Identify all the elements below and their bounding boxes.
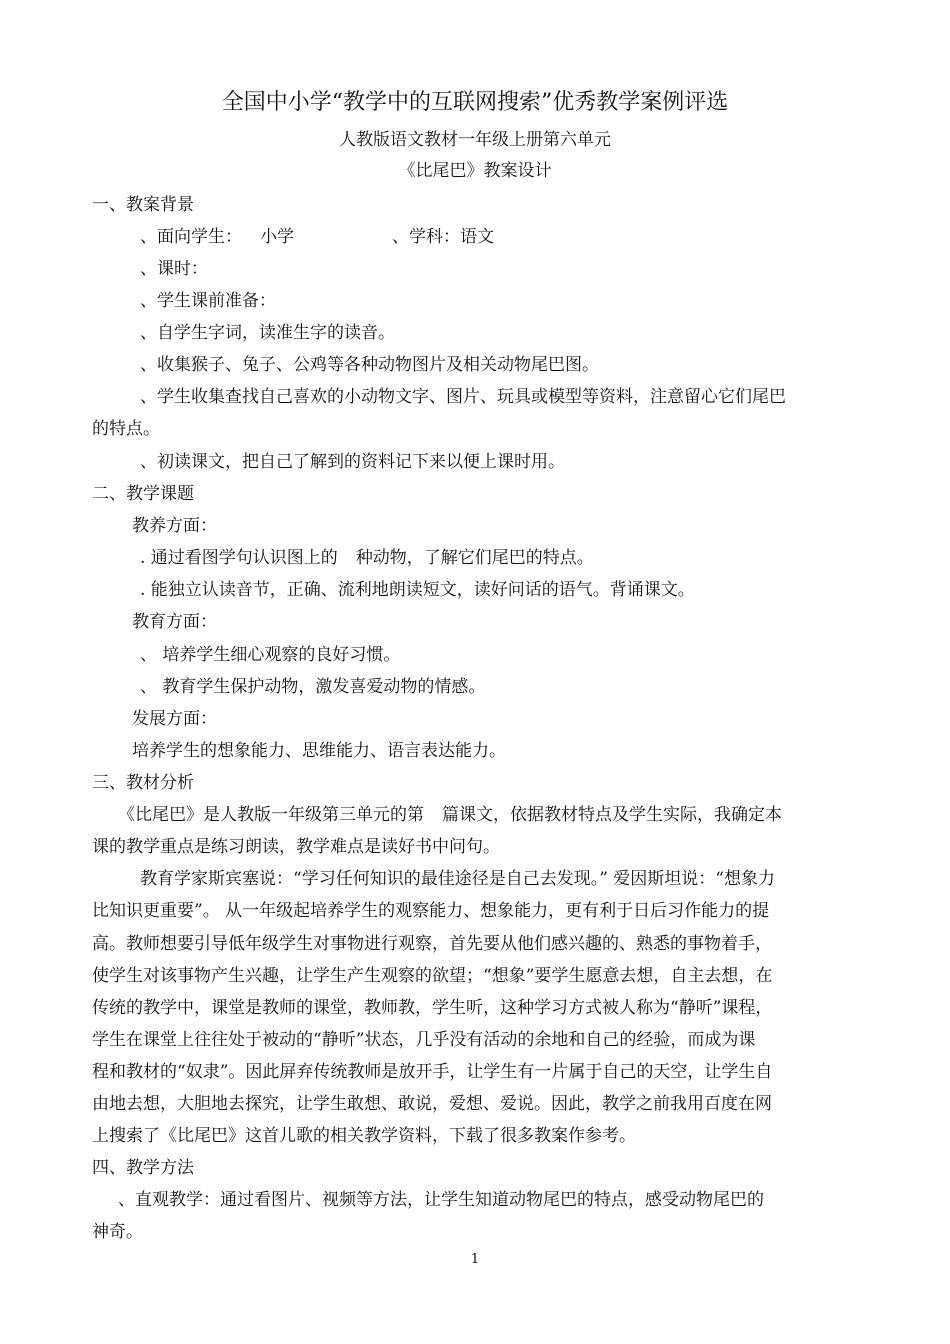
goal-item: 、 培养学生细心观察的良好习惯。 bbox=[140, 645, 401, 665]
analysis-line: 高。教师想要引导低年级学生对事物进行观察，首先要从他们感兴趣的、熟悉的事物着手， bbox=[92, 934, 772, 954]
analysis-line: 由地去想，大胆地去探究，让学生敢想、敢说，爱想、爱说。因此，教学之前我用百度在网 bbox=[92, 1094, 772, 1114]
analysis-line: 程和教材的“奴隶”。因此屏弃传统教师是放开手，让学生有一片属于自己的天空，让学生自 bbox=[92, 1062, 773, 1082]
moral-aspect-label: 教育方面： bbox=[132, 612, 217, 632]
target-students-line bbox=[140, 225, 920, 249]
prep-item: 、收集猴子、兔子、公鸡等各种动物图片及相关动物尾巴图。 bbox=[140, 355, 599, 375]
target-label: 、面向学生： bbox=[140, 227, 242, 247]
prep-item: 、自学生字词，读准生字的读音。 bbox=[140, 323, 395, 343]
target-value: 小学 bbox=[260, 227, 294, 247]
analysis-paragraph: 课的教学重点是练习朗读，教学难点是读好书中问句。 bbox=[92, 837, 500, 857]
analysis-line: 传统的教学中，课堂是教师的课堂，教师教，学生听，这种学习方式被人称为“静听”课程， bbox=[92, 998, 773, 1018]
goal-item: 、 教育学生保护动物，激发喜爱动物的情感。 bbox=[140, 677, 486, 697]
method-item-continued: 神奇。 bbox=[92, 1222, 143, 1242]
page-title: 全国中小学“教学中的互联网搜索”优秀教学案例评选 bbox=[221, 90, 729, 115]
class-hours-line: 、课时： bbox=[140, 259, 208, 279]
analysis-line: 学生在课堂上往往处于被动的“静听”状态，几乎没有活动的余地和自己的经验，而成为课 bbox=[92, 1030, 756, 1050]
subtitle-lesson: 《比尾巴》教案设计 bbox=[398, 161, 552, 181]
section-1-heading: 一、教案背景 bbox=[92, 195, 194, 215]
prep-item: 、学生收集查找自己喜欢的小动物文字、图片、玩具或模型等资料，注意留心它们尾巴 bbox=[140, 387, 786, 407]
analysis-line: 上搜索了《比尾巴》这首儿歌的相关教学资料，下载了很多教案作参考。 bbox=[92, 1126, 636, 1146]
method-item: 、直观教学：通过看图片、视频等方法，让学生知道动物尾巴的特点，感受动物尾巴的 bbox=[118, 1190, 764, 1210]
analysis-line: 比知识更重要”。 从一年级起培养学生的观察能力、想象能力，更有利于日后习作能力的提 bbox=[92, 901, 770, 921]
goal-item: . 能独立认读音节，正确、流利地朗读短文，读好问话的语气。背诵课文。 bbox=[140, 580, 695, 600]
section-4-heading: 四、教学方法 bbox=[92, 1158, 194, 1178]
prep-item-continued: 的特点。 bbox=[92, 419, 160, 439]
subtitle-textbook: 人教版语文教材一年级上册第六单元 bbox=[339, 130, 611, 150]
page-number: 1 bbox=[470, 1252, 480, 1267]
section-3-heading: 三、教材分析 bbox=[92, 773, 194, 793]
subject-value: 语文 bbox=[460, 227, 494, 247]
prep-item: 、初读课文，把自己了解到的资料记下来以便上课时用。 bbox=[140, 452, 565, 472]
subject-label: 、学科： bbox=[392, 227, 460, 247]
development-aspect-label: 发展方面： bbox=[132, 709, 217, 729]
goal-item: . 通过看图学句认识图上的 种动物，了解它们尾巴的特点。 bbox=[140, 548, 594, 568]
analysis-line: 使学生对该事物产生兴趣，让学生产生观察的欲望；“想象”要学生愿意去想，自主去想，在 bbox=[92, 966, 773, 986]
student-prep-line: 、学生课前准备： bbox=[140, 291, 276, 311]
analysis-line: 教育学家斯宾塞说：“学习任何知识的最佳途径是自己去发现。” 爱因斯坦说：“想象力 bbox=[140, 869, 775, 889]
analysis-paragraph: 《比尾巴》是人教版一年级第三单元的第 篇课文，依据教材特点及学生实际，我确定本 bbox=[118, 805, 782, 825]
education-aspect-label: 教养方面： bbox=[132, 516, 217, 536]
section-2-heading: 二、教学课题 bbox=[92, 484, 194, 504]
goal-item: 培养学生的想象能力、思维能力、语言表达能力。 bbox=[132, 741, 506, 761]
